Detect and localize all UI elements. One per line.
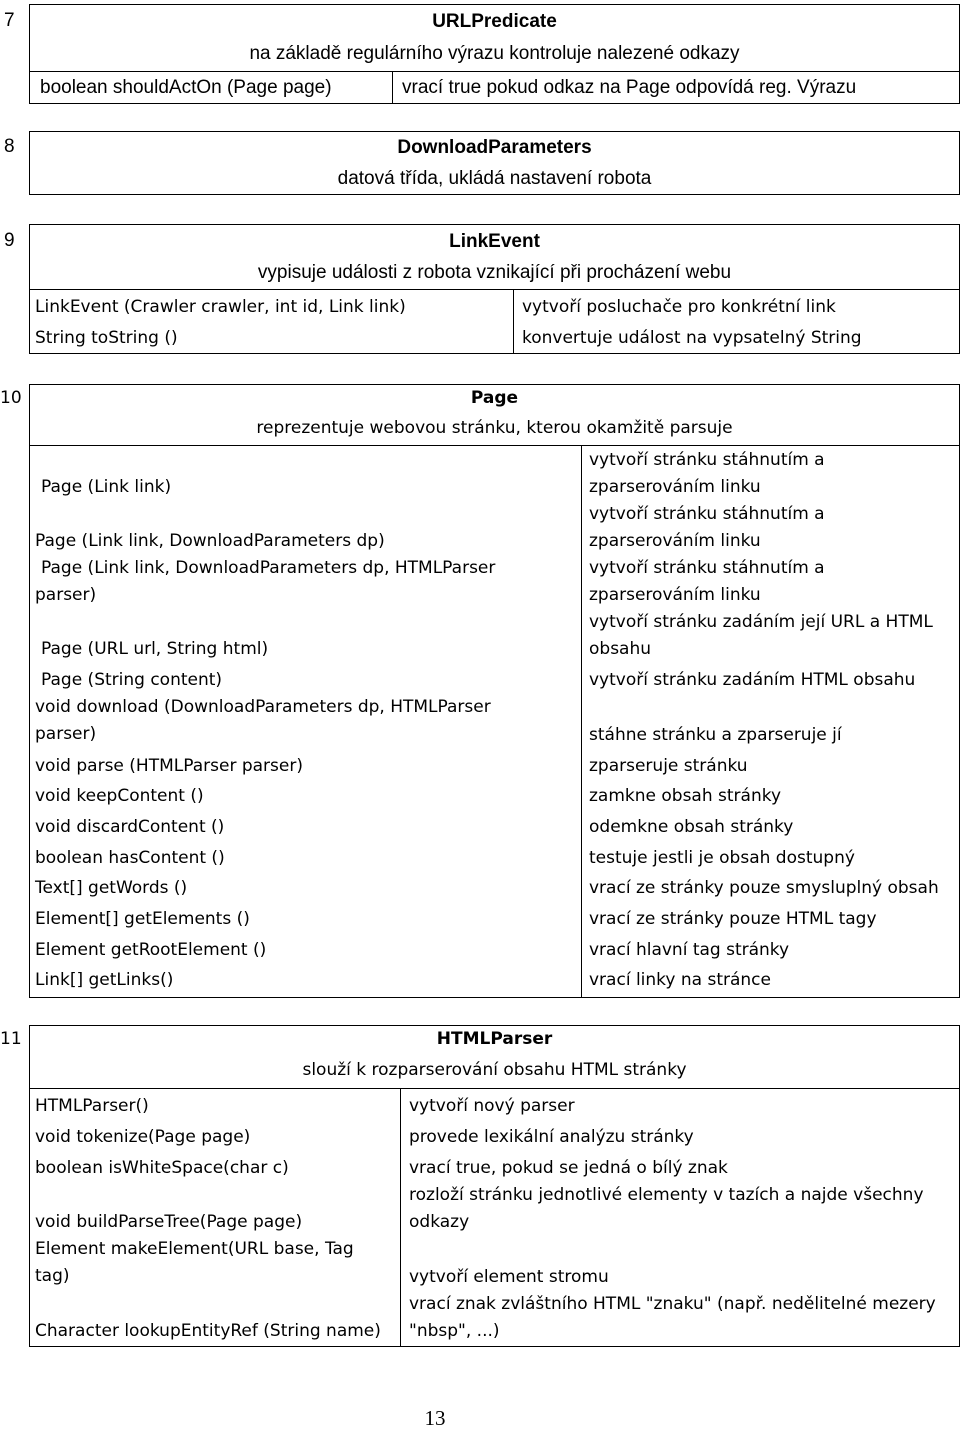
class-description: vypisuje události z robota vznikající při procházení webu [257,262,732,283]
class-box-linkevent [29,224,960,354]
section-number: 7 [4,10,15,31]
method-signature: Text[] getWords () [35,878,188,898]
method-description: vytvoří stránku stáhnutím a zparserováním linku [589,450,825,497]
method-signature: boolean shouldActOn (Page page) [40,77,332,98]
method-description: vrací true, pokud se jedná o bílý znak [409,1158,728,1178]
method-description: zamkne obsah stránky [589,786,782,806]
method-signature: Page (Link link, DownloadParameters dp) [35,531,385,551]
method-signature: void parse (HTMLParser parser) [35,756,303,776]
method-description: vytvoří stránku stáhnutím a zparserováním linku [589,504,825,551]
method-description: vytvoří stránku zadáním její URL a HTML obsahu [589,612,933,659]
method-signature: void tokenize(Page page) [35,1127,251,1147]
page-number: 13 [424,1406,446,1430]
method-description: vrací true pokud odkaz na Page odpovídá reg. Výrazu [402,77,857,98]
method-signature: void discardContent () [35,817,225,837]
method-description: vrací ze stránky pouze smysluplný obsah [589,878,939,898]
class-title: LinkEvent [449,231,540,252]
class-description: slouží k rozparserování obsahu HTML stránky [302,1060,687,1080]
class-title: DownloadParameters [397,137,592,158]
class-title: URLPredicate [432,11,557,32]
class-box-downloadparameters [29,131,960,195]
method-description: zparseruje stránku [589,756,748,776]
class-description: reprezentuje webovou stránku, kterou okamžitě parsuje [256,418,733,438]
method-signature: Link[] getLinks() [35,970,174,990]
section-number: 10 [0,388,22,408]
method-signature: String toString () [35,328,178,348]
method-signature: Element getRootElement () [35,940,267,960]
method-description: testuje jestli je obsah dostupný [589,848,855,868]
method-description: odemkne obsah stránky [589,817,794,837]
method-signature: Page (Link link) [41,477,172,497]
method-signature: boolean hasContent () [35,848,225,868]
section-number: 11 [0,1029,22,1049]
method-signature: Page (URL url, String html) [41,639,269,659]
method-description: vytvoří nový parser [409,1096,575,1116]
method-description: stáhne stránku a zparseruje jí [589,725,842,745]
method-signature: Page (String content) [41,670,223,690]
method-signature: Page (Link link, DownloadParameters dp, HTMLParser parser) [35,558,496,605]
method-signature: HTMLParser() [35,1096,149,1116]
method-signature: Element makeElement(URL base, Tag tag) [35,1239,354,1286]
section-number: 8 [4,136,15,157]
class-title: Page [470,388,519,408]
section-number: 9 [4,230,15,251]
method-description: vytvoří stránku zadáním HTML obsahu [589,670,916,690]
method-description: provede lexikální analýzu stránky [409,1127,694,1147]
method-signature: boolean isWhiteSpace(char c) [35,1158,289,1178]
method-signature: LinkEvent (Crawler crawler, int id, Link link) [35,297,406,317]
class-title: HTMLParser [436,1029,553,1049]
method-signature: Element[] getElements () [35,909,250,929]
method-description: vrací linky na stránce [589,970,771,990]
method-signature: void keepContent () [35,786,204,806]
method-signature: Character lookupEntityRef (String name) [35,1321,381,1341]
method-description: vytvoří element stromu [409,1267,609,1287]
method-description: rozloží stránku jednotlivé elementy v tazích a najde všechny odkazy [409,1185,924,1232]
method-description: vytvoří posluchače pro konkrétní link [522,297,836,317]
method-signature: void download (DownloadParameters dp, HTMLParser parser) [35,697,491,744]
method-description: vytvoří stránku stáhnutím a zparserováním linku [589,558,825,605]
class-description: na základě regulárního výrazu kontroluje nalezené odkazy [249,43,740,64]
class-description: datová třída, ukládá nastavení robota [337,168,652,189]
method-signature: void buildParseTree(Page page) [35,1212,303,1232]
class-box-urlpredicate [29,4,960,104]
method-description: konvertuje událost na vypsatelný String [522,328,862,348]
method-description: vrací znak zvláštního HTML "znaku" (např. nedělitelné mezery "nbsp", ...) [409,1294,936,1341]
method-description: vrací ze stránky pouze HTML tagy [589,909,877,929]
method-description: vrací hlavní tag stránky [589,940,790,960]
